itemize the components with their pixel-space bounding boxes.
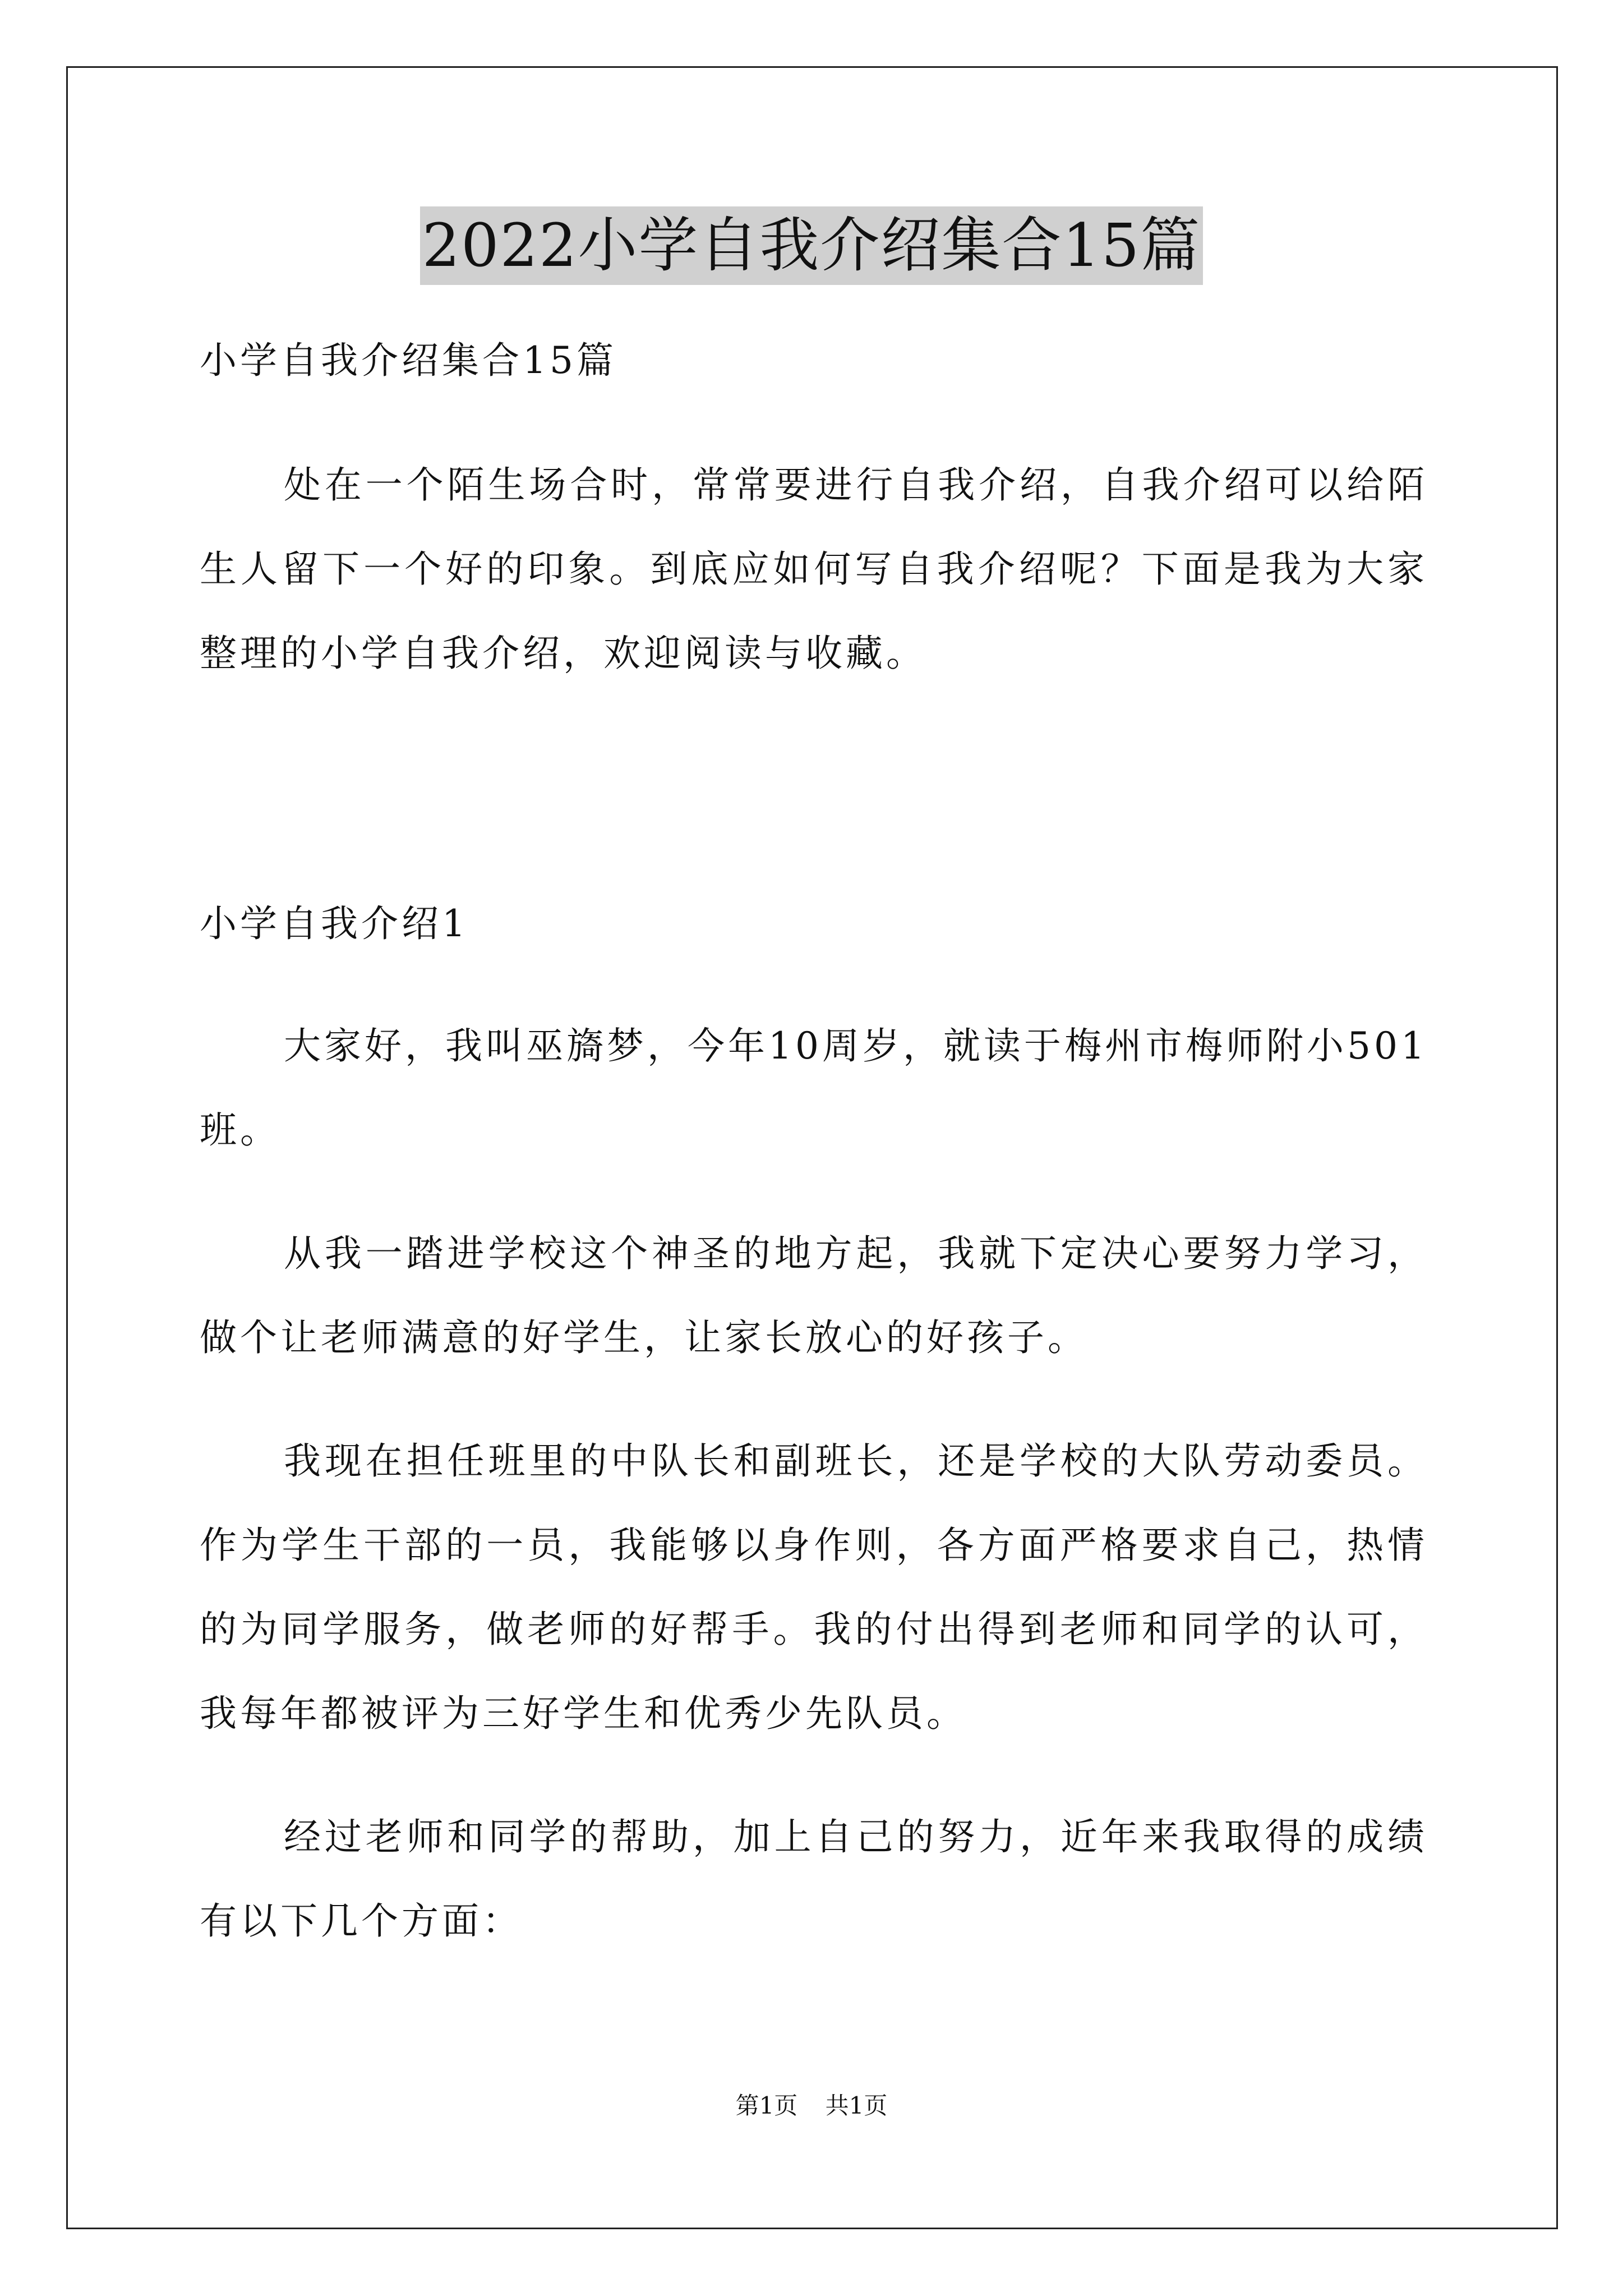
paragraph-2: 从我一踏进学校这个神圣的地方起，我就下定决心要努力学习，做个让老师满意的好学生，让家长放心的好孩子。 xyxy=(200,1232,1428,1359)
paragraph-1: 大家好，我叫巫旖梦，今年10周岁，就读于梅州市梅师附小501班。 xyxy=(200,1024,1428,1152)
document-title: 2022小学自我介绍集合15篇 xyxy=(420,206,1204,285)
paragraph-3: 我现在担任班里的中队长和副班长，还是学校的大队劳动委员。作为学生干部的一员，我能够以身作则，各方面严格要求自己，热情的为同学服务，做老师的好帮手。我的付出得到老师和同学的认可，我每年都被评为三好学生和优秀少先队员。 xyxy=(200,1439,1428,1735)
title-container xyxy=(0,206,1623,285)
page-number-current: 第1页 xyxy=(735,2092,798,2119)
section-heading: 小学自我介绍1 xyxy=(200,902,469,945)
page-footer xyxy=(0,2089,1623,2123)
intro-paragraph: 处在一个陌生场合时，常常要进行自我介绍，自我介绍可以给陌生人留下一个好的印象。到底应如何写自我介绍呢？下面是我为大家整理的小学自我介绍，欢迎阅读与收藏。 xyxy=(200,463,1428,675)
subtitle: 小学自我介绍集合15篇 xyxy=(200,339,617,382)
page-number-total: 共1页 xyxy=(825,2092,888,2119)
paragraph-4: 经过老师和同学的帮助，加上自己的努力，近年来我取得的成绩有以下几个方面： xyxy=(200,1815,1428,1943)
